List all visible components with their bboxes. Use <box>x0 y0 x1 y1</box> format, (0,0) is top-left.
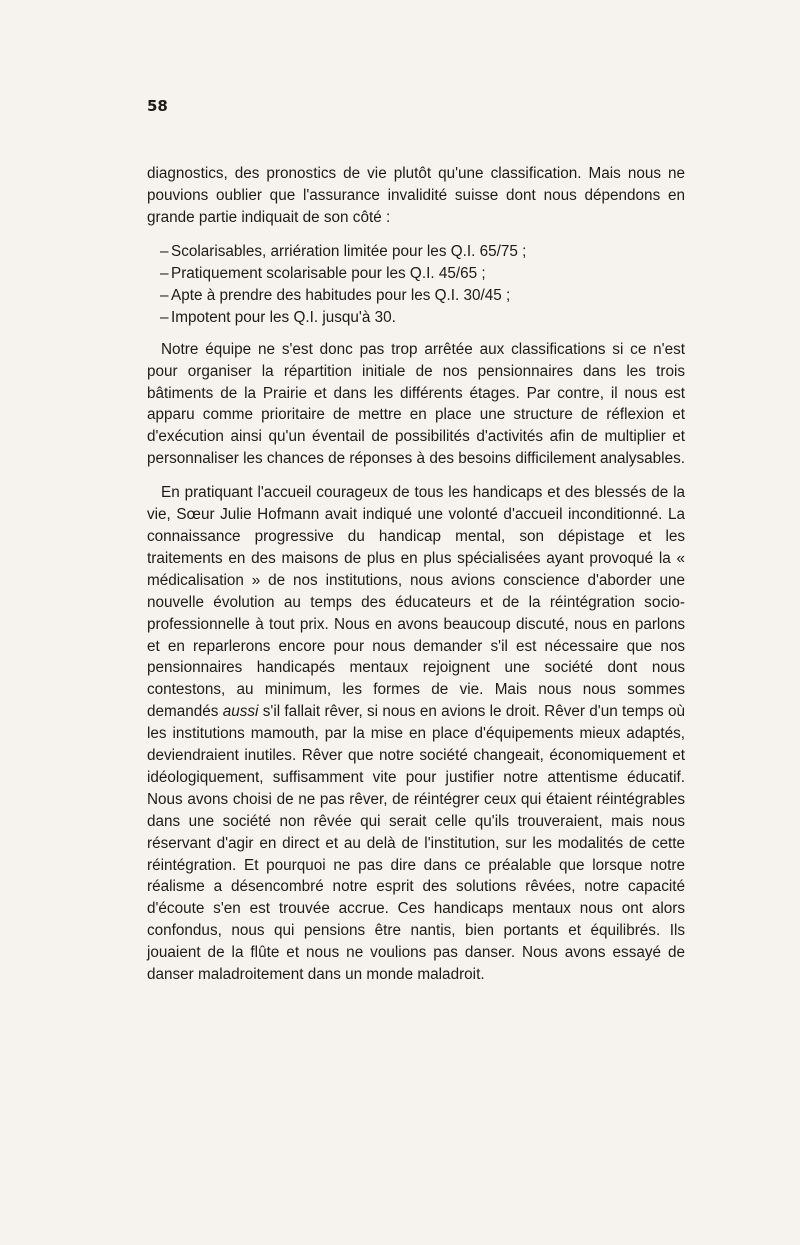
paragraph-1: diagnostics, des pronostics de vie plutôt qu'une classification. Mais nous ne pouvions oublier que l'assurance invalidité suisse dont nous dépendons en grande partie indiquait de son côté : <box>147 165 685 226</box>
list-item: – Scolarisables, arriération limitée pour les Q.I. 65/75 ; <box>160 242 527 260</box>
list-item: – Pratiquement scolarisable pour les Q.I. 45/65 ; <box>160 264 486 282</box>
paragraph-3: En pratiquant l'accueil courageux de tous les handicaps et des blessés de la vie, Sœur Julie Hofmann avait indiqué une volonté d'accueil inconditionné. La connaissance progressive du handicap mental, son dépistage et les traitements en des maisons de plus en plus spécialisées ayant provoqué la « médicalisation » de nos institutions, nous avions conscience d'aborder une nouvelle évolution au temps des éducateurs et de la réintégration socio-professionnelle à tout prix. Nous en avons beaucoup discuté, nous en parlons et en reparlerons encore pour nous demander s'il est nécessaire que nos pensionnaires handicapés mentaux rejoignent une société dont nous contestons, au minimum, les formes de vie. Mais nous nous sommes demandés aussi s'il fallait rêver, si nous en avions le droit. Rêver d'un temps où les institutions mamouth, par la mise en place d'équipements mieux adaptés, deviendraient inutiles. Rêver que notre société changeait, économiquement et idéologiquement, suffisamment vite pour justifier notre attentisme éducatif. Nous avons choisi de ne pas rêver, de réintégrer ceux qui étaient réintégrables dans une société non rêvée qui serait celle qu'ils trouveraient, mais nous réservant d'agir en direct et au delà de l'institution, sur les modalités de cette réintégration. Et pourquoi ne pas dire dans ce préalable que lorsque notre réalisme a désencombré notre esprit des solutions rêvées, notre capacité d'écoute s'en est trouvée accrue. Ces handicaps mentaux nous ont alors confondus, nous qui pensions être nantis, bien portants et équilibrés. Ils jouaient de la flûte et nous ne voulions pas danser. Nous avons essayé de danser maladroitement dans un monde maladroit. <box>147 484 685 984</box>
disability-classification-list <box>147 241 685 329</box>
page-number: 58 <box>147 97 168 115</box>
list-item: – Impotent pour les Q.I. jusqu'à 30. <box>160 308 396 326</box>
body-text <box>147 163 685 998</box>
list-item: – Apte à prendre des habitudes pour les Q.I. 30/45 ; <box>160 286 511 304</box>
paragraph-2: Notre équipe ne s'est donc pas trop arrêtée aux classifications si ce n'est pour organiser la répartition initiale de nos pensionnaires dans les trois bâtiments de la Prairie et dans les différents étages. Par contre, il nous est apparu comme prioritaire de mettre en place une structure de réflexion et d'exécution ainsi qu'un éventail de possibilités d'activités afin de multiplier et personnaliser les chances de réponses à des besoins difficilement analysables. <box>147 340 685 468</box>
emphasis-word: aussi <box>222 703 259 721</box>
